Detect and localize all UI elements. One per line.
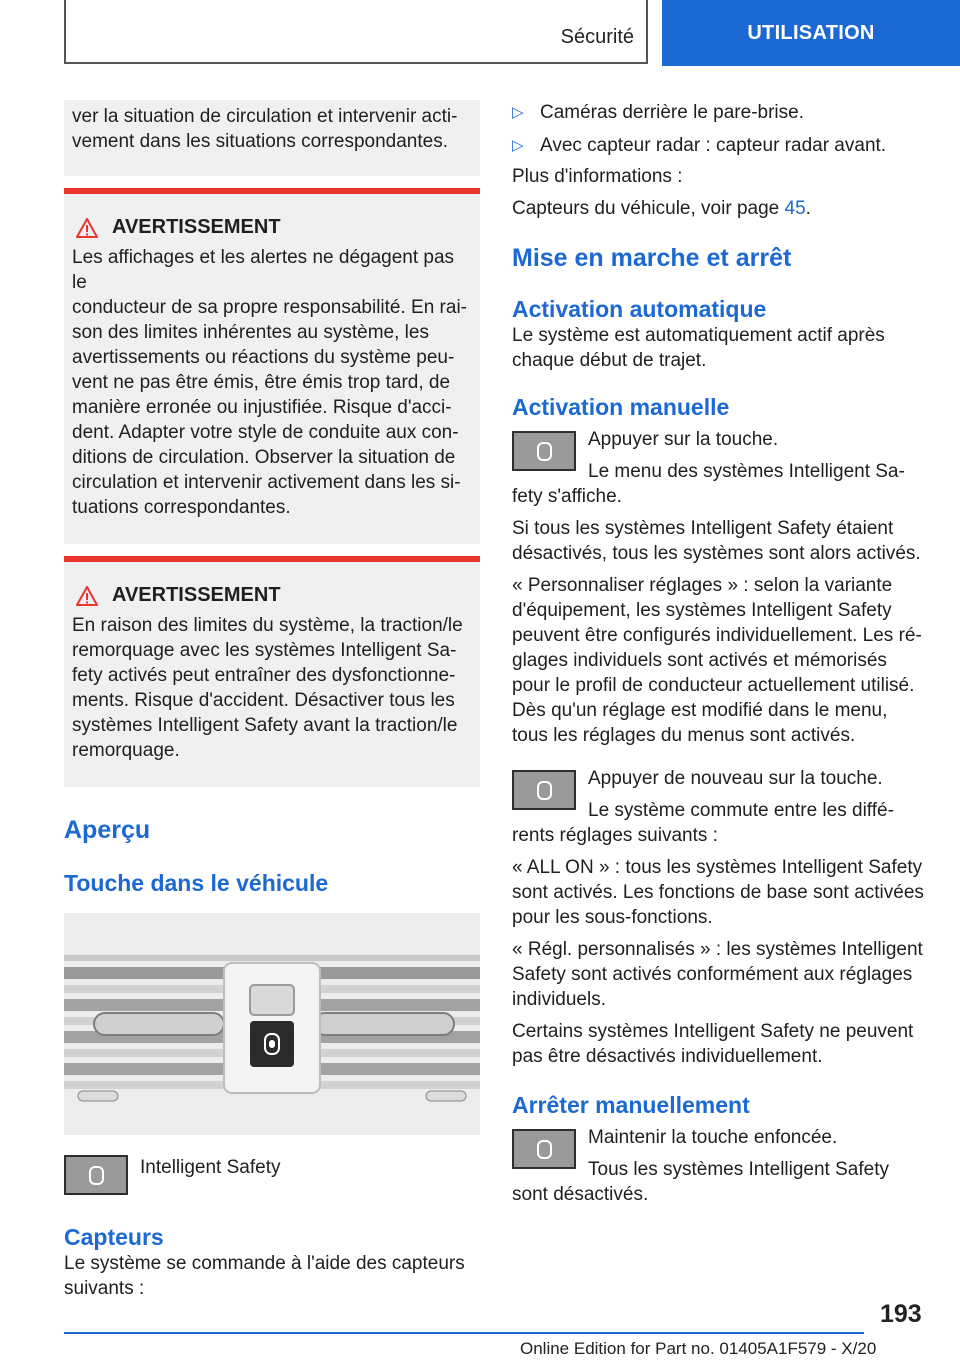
manual-para: d'équipement, les systèmes Intelligent Safety bbox=[512, 600, 892, 621]
right-column bbox=[512, 100, 930, 1207]
custom-line: Safety sont activés conformément aux réglages bbox=[512, 964, 913, 985]
footer-rule bbox=[64, 1332, 864, 1334]
press-again-step: Le système commute entre les diffé- bbox=[588, 800, 894, 821]
page-number: 193 bbox=[880, 1300, 922, 1328]
manual-para: peuvent être configurés individuellement. Les ré- bbox=[512, 625, 922, 646]
manual-step: Le menu des systèmes Intelligent Sa- bbox=[588, 461, 905, 482]
intelligent-safety-button-icon bbox=[512, 1129, 576, 1169]
allon-line: « ALL ON » : tous les systèmes Intelligent Safety bbox=[512, 857, 923, 878]
list-item-text: Caméras derrière le pare-brise. bbox=[540, 102, 804, 123]
warning-line: Les affichages et les alertes ne dégagent pas le bbox=[72, 247, 455, 293]
warning-line: fety activés peut entraîner des dysfonctionne- bbox=[72, 665, 456, 686]
bullet-triangle-icon: ▷ bbox=[512, 137, 524, 154]
bullet-triangle-icon: ▷ bbox=[512, 104, 524, 121]
page-reference-suffix: . bbox=[805, 198, 811, 219]
custom-line: individuels. bbox=[512, 989, 606, 1010]
manual-step-row bbox=[512, 427, 930, 484]
warning-title bbox=[76, 216, 472, 239]
warning-box bbox=[64, 556, 480, 787]
certain-line: Certains systèmes Intelligent Safety ne peuvent bbox=[512, 1021, 914, 1042]
intelligent-safety-button-icon bbox=[512, 770, 576, 810]
allon-line: pour les sous-fonctions. bbox=[512, 907, 713, 928]
manual-para: glages individuels sont activés et mémorisés bbox=[512, 650, 887, 671]
manual-step: Appuyer sur la touche. bbox=[588, 429, 779, 450]
intro-line: ver la situation de circulation et intervenir acti- bbox=[72, 106, 458, 127]
warning-line: avertissements ou réactions du système peu- bbox=[72, 347, 455, 368]
page-reference-text: Capteurs du véhicule, voir page bbox=[512, 198, 785, 219]
intro-box bbox=[64, 100, 480, 176]
warning-line: circulation et intervenir activement dans les si- bbox=[72, 472, 461, 493]
warning-line: son des limites inhérentes au système, les bbox=[72, 322, 429, 343]
auto-line: chaque début de trajet. bbox=[512, 350, 707, 371]
manual-para: « Personnaliser réglages » : selon la variante bbox=[512, 575, 893, 596]
manual-para: Dès qu'un réglage est modifié dans le menu, bbox=[512, 700, 888, 721]
warning-line: ditions de circulation. Observer la situation de bbox=[72, 447, 456, 468]
manual-heading: Activation manuelle bbox=[512, 394, 730, 420]
button-caption-row bbox=[64, 1155, 480, 1195]
warning-title-text: AVERTISSEMENT bbox=[112, 216, 281, 238]
warning-line: remorquage. bbox=[72, 740, 180, 761]
warning-line: systèmes Intelligent Safety avant la traction/le bbox=[72, 715, 458, 736]
stop-heading: Arrêter manuellement bbox=[512, 1092, 750, 1118]
warning-line: En raison des limites du système, la traction/le bbox=[72, 615, 463, 636]
warning-line: tuations correspondantes. bbox=[72, 497, 291, 518]
stop-step: Tous les systèmes Intelligent Safety bbox=[588, 1159, 889, 1180]
intro-line: vement dans les situations correspondantes. bbox=[72, 131, 448, 152]
list-item bbox=[512, 133, 930, 158]
stop-step: Maintenir la touche enfoncée. bbox=[588, 1127, 838, 1148]
warning-triangle-icon bbox=[76, 586, 98, 606]
vehicle-button-photo bbox=[64, 913, 480, 1135]
list-item bbox=[512, 100, 930, 125]
press-again-step: Appuyer de nouveau sur la touche. bbox=[588, 768, 883, 789]
header-section-title: Sécurité bbox=[560, 26, 634, 48]
overview-heading: Aperçu bbox=[64, 816, 151, 844]
warning-box bbox=[64, 188, 480, 544]
footer-edition: Online Edition for Part no. 01405A1F579 - X/20 bbox=[520, 1339, 877, 1358]
sensors-heading: Capteurs bbox=[64, 1224, 164, 1250]
stop-step-cont: sont désactivés. bbox=[512, 1184, 649, 1205]
onoff-heading: Mise en marche et arrêt bbox=[512, 244, 792, 272]
manual-para: pour le profil de conducteur actuellement utilisé. bbox=[512, 675, 915, 696]
warning-line: ments. Risque d'accident. Désactiver tous les bbox=[72, 690, 455, 711]
left-column bbox=[64, 100, 480, 1301]
warning-line: conducteur de sa propre responsabilité. En rai- bbox=[72, 297, 468, 318]
press-again-cont: rents réglages suivants : bbox=[512, 825, 718, 846]
manual-para: Si tous les systèmes Intelligent Safety étaient bbox=[512, 518, 894, 539]
manual-para: désactivés, tous les systèmes sont alors activés. bbox=[512, 543, 921, 564]
list-item-text: Avec capteur radar : capteur radar avant. bbox=[540, 135, 887, 156]
warning-line: vent ne pas être émis, être émis trop tard, de bbox=[72, 372, 451, 393]
certain-line: pas être désactivés individuellement. bbox=[512, 1046, 823, 1067]
allon-line: sont activés. Les fonctions de base sont activées bbox=[512, 882, 924, 903]
manual-para: tous les réglages du menus sont activés. bbox=[512, 725, 856, 746]
intelligent-safety-button-icon bbox=[64, 1155, 128, 1195]
press-again-row bbox=[512, 766, 930, 823]
button-caption: Intelligent Safety bbox=[140, 1157, 281, 1178]
custom-line: « Régl. personnalisés » : les systèmes Intelligent bbox=[512, 939, 923, 960]
header-section-box bbox=[64, 0, 648, 64]
dashboard-vent-illustration bbox=[64, 913, 480, 1135]
page-reference bbox=[512, 196, 930, 221]
warning-title-text: AVERTISSEMENT bbox=[112, 584, 281, 606]
warning-triangle-icon bbox=[76, 218, 98, 238]
intelligent-safety-button-icon bbox=[512, 431, 576, 471]
page-reference-link[interactable]: 45 bbox=[784, 198, 806, 219]
sensors-line: suivants : bbox=[64, 1278, 145, 1299]
warning-title bbox=[76, 584, 472, 607]
warning-line: dent. Adapter votre style de conduite aux con- bbox=[72, 422, 459, 443]
warning-line: manière erronée ou injustifiée. Risque d'acci- bbox=[72, 397, 452, 418]
header-chapter-tab bbox=[662, 0, 960, 66]
button-heading: Touche dans le véhicule bbox=[64, 870, 329, 896]
more-info-label: Plus d'informations : bbox=[512, 166, 683, 187]
header-chapter-title: UTILISATION bbox=[747, 21, 875, 44]
manual-step-cont: fety s'affiche. bbox=[512, 486, 622, 507]
warning-line: remorquage avec les systèmes Intelligent Sa- bbox=[72, 640, 457, 661]
stop-step-row bbox=[512, 1125, 930, 1182]
sensors-line: Le système se commande à l'aide des capteurs bbox=[64, 1253, 465, 1274]
auto-heading: Activation automatique bbox=[512, 296, 767, 322]
auto-line: Le système est automatiquement actif après bbox=[512, 325, 885, 346]
